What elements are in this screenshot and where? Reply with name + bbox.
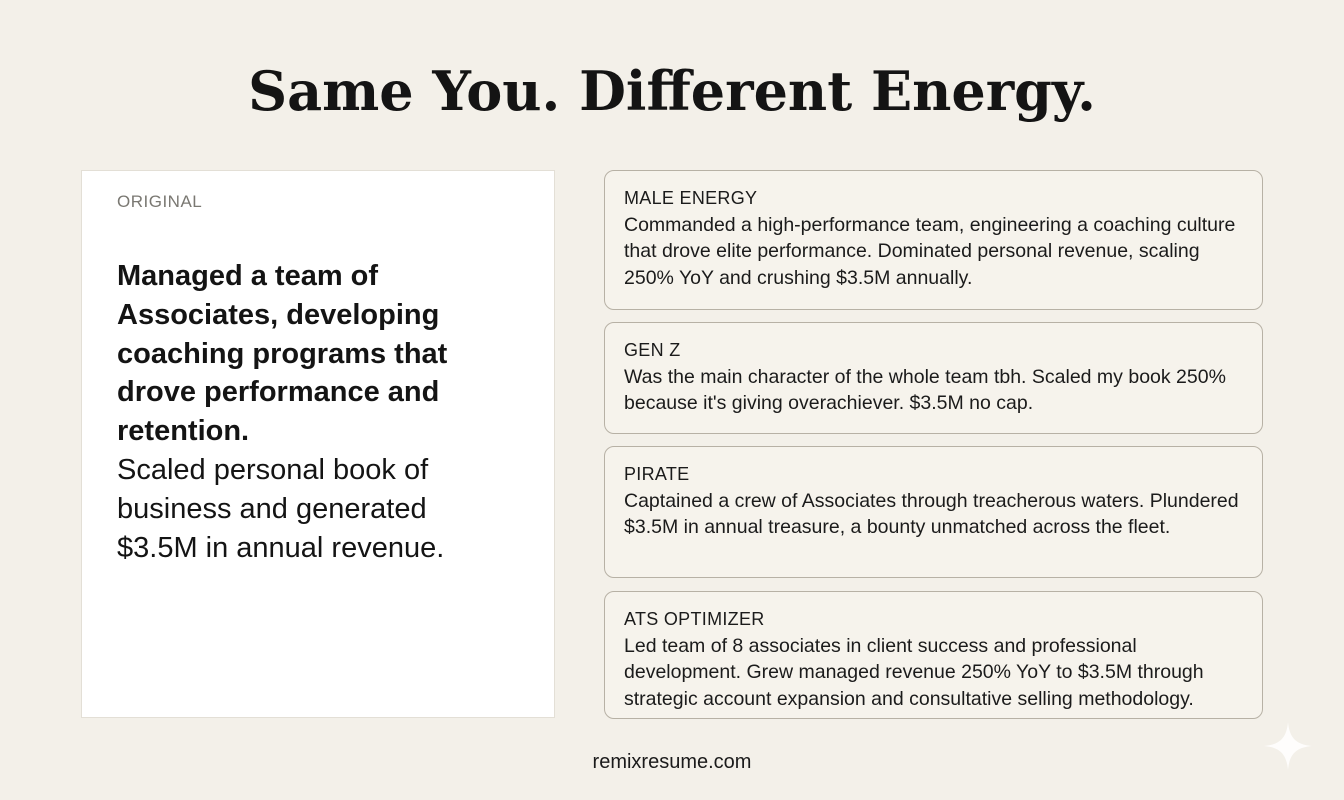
variant-label: PIRATE (624, 464, 690, 484)
variant-label: ATS OPTIMIZER (624, 609, 765, 629)
original-label: ORIGINAL (117, 192, 203, 211)
variant-card-pirate (604, 446, 1263, 578)
variant-label: GEN Z (624, 340, 681, 360)
variant-text: Commanded a high-performance team, engineering a coaching culture that drove elite performance. Dominated personal revenue, scaling 250% YoY and crushing $3.5M annually. (624, 214, 1236, 289)
sparkle-icon (1262, 720, 1314, 772)
page-title: Same You. Different Energy. (248, 59, 1096, 123)
variant-text: Captained a crew of Associates through treacherous waters. Plundered $3.5M in annual treasure, a bounty unmatched across the fleet. (624, 490, 1239, 539)
variant-card-male-energy (604, 170, 1263, 310)
original-text (117, 257, 497, 567)
variant-text: Was the main character of the whole team tbh. Scaled my book 250% because it's giving overachiever. $3.5M no cap. (624, 366, 1226, 415)
variant-text: Led team of 8 associates in client success and professional development. Grew managed revenue 250% YoY to $3.5M through strategic account expansion and consultative selling methodology. (624, 635, 1204, 710)
original-paragraph-1: Managed a team of Associates, developing coaching programs that drove performance and retention. (117, 260, 448, 448)
variant-card-ats-optimizer (604, 591, 1263, 719)
variant-card-gen-z (604, 322, 1263, 434)
footer-site-link[interactable]: remixresume.com (592, 751, 752, 773)
original-card (81, 170, 555, 718)
original-paragraph-2: Scaled personal book of business and generated $3.5M in annual revenue. (117, 453, 445, 564)
variant-label: MALE ENERGY (624, 188, 758, 208)
